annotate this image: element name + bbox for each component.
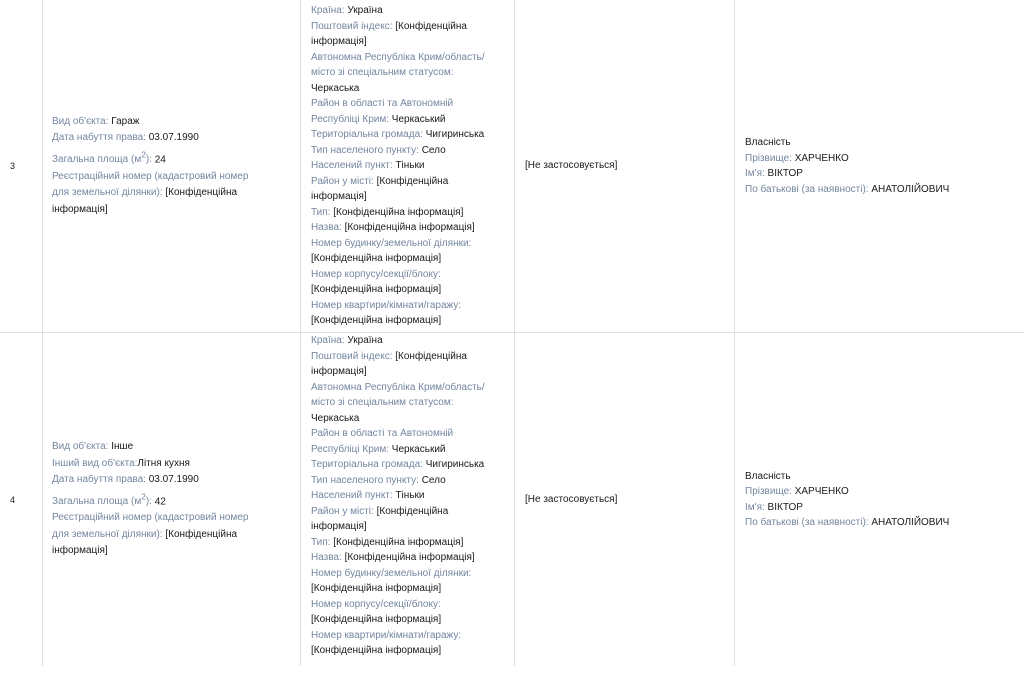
district-label-cont: Республіці Крим: (311, 113, 390, 125)
region-label: Автономна Республіка Крим/область/ (311, 381, 485, 393)
settlement-type-value: Село (421, 474, 446, 486)
surname-label: Прізвище: (745, 486, 792, 497)
building-number-value: [Конфіденційна інформація] (311, 614, 442, 625)
postal-value: [Конфіденційна (395, 350, 467, 362)
other-object-type-value: Літня кухня (137, 457, 190, 469)
patronymic-label: По батькові (за наявності): (745, 183, 869, 195)
building-number-label: Номер корпусу/секції/блоку: (311, 268, 441, 280)
address-cell (301, 333, 515, 667)
city-district-value-cont: інформація] (311, 191, 367, 203)
country-label: Країна: (311, 335, 345, 346)
object-type-value: Гараж (111, 115, 140, 127)
apartment-number-value: [Конфіденційна інформація] (311, 315, 442, 327)
registration-number-value: [Конфіденційна (165, 187, 238, 199)
house-number-label: Номер будинку/земельної ділянки: (311, 567, 472, 579)
postal-value: [Конфіденційна (395, 20, 467, 32)
building-number-value: [Конфіденційна інформація] (311, 284, 442, 296)
registration-number-label: Реєстраційний номер (кадастровий номер (52, 170, 249, 182)
district-label-cont: Республіці Крим: (311, 443, 390, 455)
region-label-cont: місто зі спеціальним статусом: (311, 397, 454, 408)
settlement-label: Населений пункт: (311, 490, 393, 501)
object-type-label: Вид об'єкта: (52, 441, 109, 453)
city-district-value: [Конфіденційна (376, 505, 449, 517)
region-label-cont: місто зі спеціальним статусом: (311, 67, 454, 79)
building-number-label: Номер корпусу/секції/блоку: (311, 598, 441, 610)
rights-value: [Не застосовується] (525, 160, 618, 172)
first-name-label: Ім'я: (745, 168, 765, 179)
right-type-value: Власність (745, 470, 791, 482)
row-number: 3 (0, 0, 43, 333)
street-name-value: [Конфіденційна інформація] (344, 552, 475, 563)
city-district-label: Район у місті: (311, 505, 374, 517)
postal-value-cont: інформація] (311, 366, 367, 377)
settlement-type-label: Тип населеного пункту: (311, 474, 419, 486)
acquisition-date-value: 03.07.1990 (148, 132, 199, 144)
district-value: Черкаський (391, 113, 446, 125)
patronymic-value: АНАТОЛІЙОВИЧ (871, 517, 950, 528)
first-name-value: ВІКТОР (767, 501, 803, 513)
apartment-number-label: Номер квартири/кімнати/гаражу: (311, 299, 462, 311)
settlement-value: Тіньки (395, 490, 425, 501)
registration-number-value-cont: інформація] (52, 545, 108, 557)
country-value: Україна (347, 5, 383, 17)
registration-number-label-cont: для земельної ділянки): (52, 187, 163, 199)
first-name-value: ВІКТОР (767, 168, 803, 179)
acquisition-date-label: Дата набуття права: (52, 474, 146, 486)
district-label: Район в області та Автономній (311, 428, 454, 439)
patronymic-label: По батькові (за наявності): (745, 517, 869, 528)
community-label: Територіальна громада: (311, 459, 423, 470)
apartment-number-label: Номер квартири/кімнати/гаражу: (311, 629, 462, 641)
street-type-label: Тип: (311, 536, 331, 548)
object-type-value: Інше (111, 441, 134, 453)
acquisition-date-value: 03.07.1990 (148, 474, 199, 486)
house-number-value: [Конфіденційна інформація] (311, 253, 442, 265)
postal-label: Поштовий індекс: (311, 20, 393, 32)
community-value: Чигиринська (425, 459, 485, 470)
community-value: Чигиринська (425, 129, 485, 141)
area-label: Загальна площа $(м^2)$: (52, 491, 152, 507)
city-district-value: [Конфіденційна (376, 175, 449, 187)
area-label: Загальна площа $(м^2)$: (52, 149, 152, 166)
surname-label: Прізвище: (745, 152, 792, 164)
rights-cell (515, 0, 735, 333)
patronymic-value: АНАТОЛІЙОВИЧ (871, 183, 950, 195)
acquisition-date-label: Дата набуття права: (52, 132, 146, 144)
owner-cell (735, 0, 1024, 333)
city-district-value-cont: інформація] (311, 521, 367, 532)
region-label: Автономна Республіка Крим/область/ (311, 51, 485, 63)
country-value: Україна (347, 335, 383, 346)
registration-number-label-cont: для земельної ділянки): (52, 528, 163, 540)
table-row (0, 333, 1024, 667)
registration-number-value-cont: інформація] (52, 203, 108, 215)
rights-cell (515, 333, 735, 667)
street-type-label: Тип: (311, 206, 331, 218)
surname-value: ХАРЧЕНКО (794, 152, 849, 164)
settlement-value: Тіньки (395, 160, 425, 172)
registration-number-value: [Конфіденційна (165, 528, 238, 540)
other-object-type-label: Інший вид об'єкта: (52, 457, 138, 469)
address-cell (301, 0, 515, 333)
registration-number-label: Реєстраційний номер (кадастровий номер (52, 512, 249, 524)
region-value: Черкаська (311, 412, 360, 424)
object-info-cell (43, 0, 301, 333)
community-label: Територіальна громада: (311, 129, 423, 141)
row-number: 4 (0, 333, 43, 667)
settlement-label: Населений пункт: (311, 160, 393, 172)
house-number-label: Номер будинку/земельної ділянки: (311, 237, 472, 249)
settlement-type-value: Село (421, 144, 446, 156)
region-value: Черкаська (311, 82, 360, 94)
rights-value: [Не застосовується] (525, 493, 618, 505)
owner-cell (735, 333, 1024, 667)
object-info-cell (43, 333, 301, 667)
postal-label: Поштовий індекс: (311, 350, 393, 362)
settlement-type-label: Тип населеного пункту: (311, 144, 419, 156)
apartment-number-value: [Конфіденційна інформація] (311, 645, 442, 656)
street-name-value: [Конфіденційна інформація] (344, 222, 475, 234)
street-name-label: Назва: (311, 552, 342, 563)
house-number-value: [Конфіденційна інформація] (311, 583, 442, 594)
district-label: Район в області та Автономній (311, 98, 454, 110)
object-type-label: Вид об'єкта: (52, 115, 109, 127)
first-name-label: Ім'я: (745, 501, 765, 513)
street-type-value: [Конфіденційна інформація] (333, 206, 464, 218)
area-value: 42 (154, 495, 166, 507)
postal-value-cont: інформація] (311, 36, 367, 48)
surname-value: ХАРЧЕНКО (794, 486, 849, 497)
area-value: 24 (154, 154, 166, 166)
table-row (0, 0, 1024, 333)
district-value: Черкаський (391, 443, 446, 455)
city-district-label: Район у місті: (311, 175, 374, 187)
street-type-value: [Конфіденційна інформація] (333, 536, 464, 548)
street-name-label: Назва: (311, 222, 342, 234)
right-type-value: Власність (745, 137, 791, 148)
country-label: Країна: (311, 5, 345, 17)
